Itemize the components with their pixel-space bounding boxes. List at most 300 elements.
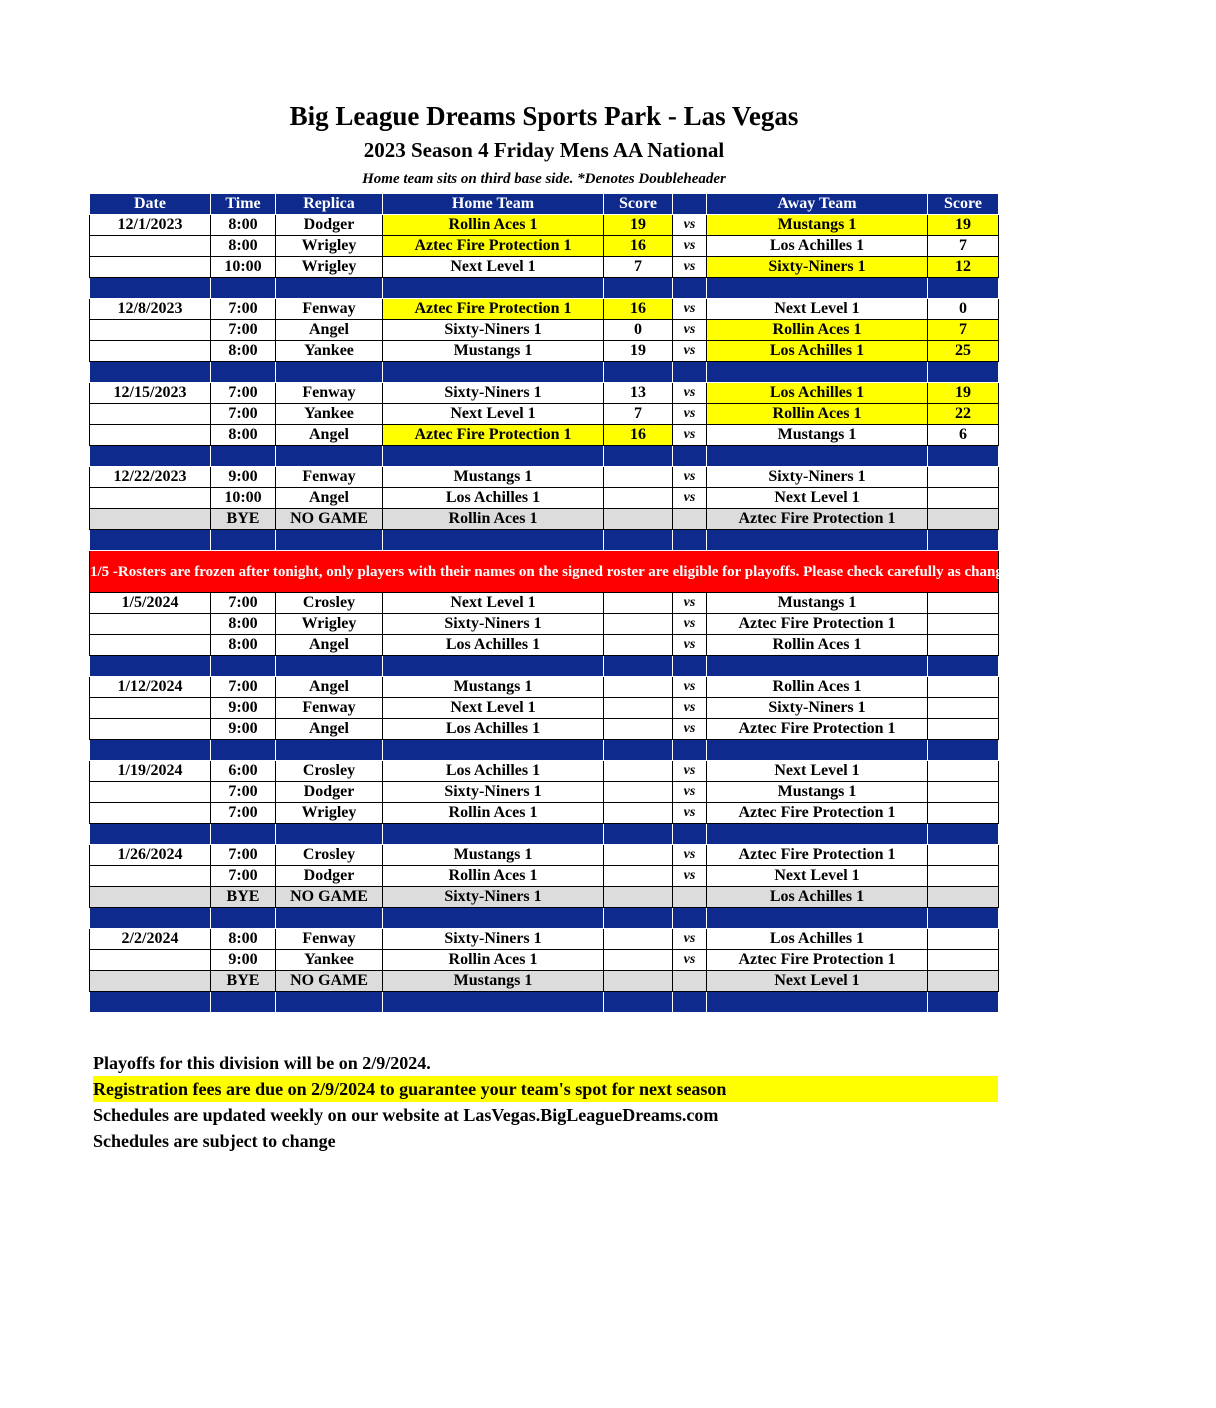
cell-home-score xyxy=(604,593,673,614)
cell-home-team: Sixty-Niners 1 xyxy=(383,782,604,803)
cell-time: 10:00 xyxy=(211,488,276,509)
cell-time: 9:00 xyxy=(211,467,276,488)
separator-cell xyxy=(673,446,707,467)
cell-vs: vs xyxy=(673,383,707,404)
cell-vs xyxy=(673,971,707,992)
cell-home-team: Rollin Aces 1 xyxy=(383,509,604,530)
separator-cell xyxy=(383,278,604,299)
separator-cell xyxy=(928,530,999,551)
cell-vs: vs xyxy=(673,467,707,488)
cell-replica: Crosley xyxy=(276,761,383,782)
cell-date xyxy=(90,803,211,824)
cell-home-team: Rollin Aces 1 xyxy=(383,803,604,824)
col-header-home-team: Home Team xyxy=(383,194,604,215)
separator-cell xyxy=(928,278,999,299)
col-header-vs xyxy=(673,194,707,215)
cell-replica: Dodger xyxy=(276,782,383,803)
game-row xyxy=(90,929,999,950)
separator-cell xyxy=(707,446,928,467)
separator-cell xyxy=(383,446,604,467)
cell-home-team: Rollin Aces 1 xyxy=(383,215,604,236)
cell-away-team: Los Achilles 1 xyxy=(707,341,928,362)
cell-home-team: Rollin Aces 1 xyxy=(383,950,604,971)
cell-home-score: 7 xyxy=(604,257,673,278)
separator-cell xyxy=(276,530,383,551)
separator-cell xyxy=(928,992,999,1013)
cell-replica: Wrigley xyxy=(276,614,383,635)
cell-vs: vs xyxy=(673,614,707,635)
cell-home-team: Aztec Fire Protection 1 xyxy=(383,299,604,320)
separator-cell xyxy=(90,278,211,299)
change-note: Schedules are subject to change xyxy=(93,1131,336,1151)
separator-cell xyxy=(90,362,211,383)
cell-away-score xyxy=(928,488,999,509)
separator-row xyxy=(90,530,999,551)
cell-home-team: Sixty-Niners 1 xyxy=(383,614,604,635)
cell-vs: vs xyxy=(673,845,707,866)
cell-away-score: 7 xyxy=(928,236,999,257)
cell-home-team: Next Level 1 xyxy=(383,698,604,719)
separator-cell xyxy=(276,992,383,1013)
cell-date: 1/19/2024 xyxy=(90,761,211,782)
cell-time: 7:00 xyxy=(211,404,276,425)
cell-vs: vs xyxy=(673,803,707,824)
cell-home-score: 16 xyxy=(604,236,673,257)
separator-cell xyxy=(604,278,673,299)
separator-row xyxy=(90,740,999,761)
cell-time: 6:00 xyxy=(211,761,276,782)
cell-home-team: Rollin Aces 1 xyxy=(383,866,604,887)
cell-time: 8:00 xyxy=(211,215,276,236)
cell-away-score xyxy=(928,866,999,887)
cell-home-team: Mustangs 1 xyxy=(383,845,604,866)
cell-time: BYE xyxy=(211,887,276,908)
separator-cell xyxy=(928,740,999,761)
col-header-away-team: Away Team xyxy=(707,194,928,215)
cell-home-team: Mustangs 1 xyxy=(383,971,604,992)
cell-replica: NO GAME xyxy=(276,509,383,530)
game-row xyxy=(90,698,999,719)
cell-away-team: Sixty-Niners 1 xyxy=(707,698,928,719)
separator-row xyxy=(90,908,999,929)
game-row xyxy=(90,404,999,425)
separator-cell xyxy=(211,740,276,761)
game-row xyxy=(90,845,999,866)
cell-away-score xyxy=(928,950,999,971)
cell-vs: vs xyxy=(673,299,707,320)
cell-replica: Angel xyxy=(276,320,383,341)
cell-away-score: 22 xyxy=(928,404,999,425)
cell-home-score xyxy=(604,677,673,698)
cell-time: 7:00 xyxy=(211,782,276,803)
roster-notice-row xyxy=(90,551,999,593)
separator-cell xyxy=(928,908,999,929)
separator-cell xyxy=(90,824,211,845)
cell-away-team: Next Level 1 xyxy=(707,761,928,782)
cell-away-score: 6 xyxy=(928,425,999,446)
separator-cell xyxy=(928,656,999,677)
game-row xyxy=(90,950,999,971)
cell-away-score: 19 xyxy=(928,383,999,404)
cell-away-score xyxy=(928,845,999,866)
cell-away-score xyxy=(928,929,999,950)
game-row xyxy=(90,236,999,257)
cell-away-score: 25 xyxy=(928,341,999,362)
game-row xyxy=(90,215,999,236)
cell-time: 7:00 xyxy=(211,299,276,320)
cell-time: 9:00 xyxy=(211,950,276,971)
separator-cell xyxy=(673,740,707,761)
cell-vs: vs xyxy=(673,866,707,887)
cell-away-team: Mustangs 1 xyxy=(707,593,928,614)
registration-note: Registration fees are due on 2/9/2024 to guarantee your team's spot for next season xyxy=(93,1076,998,1102)
cell-home-score xyxy=(604,782,673,803)
separator-cell xyxy=(276,278,383,299)
cell-replica: Yankee xyxy=(276,341,383,362)
separator-row xyxy=(90,656,999,677)
separator-cell xyxy=(90,740,211,761)
cell-replica: Fenway xyxy=(276,299,383,320)
cell-away-score: 0 xyxy=(928,299,999,320)
cell-home-team: Aztec Fire Protection 1 xyxy=(383,425,604,446)
game-row xyxy=(90,782,999,803)
cell-away-team: Aztec Fire Protection 1 xyxy=(707,950,928,971)
cell-time: BYE xyxy=(211,509,276,530)
col-header-time: Time xyxy=(211,194,276,215)
cell-date xyxy=(90,341,211,362)
cell-replica: Angel xyxy=(276,488,383,509)
cell-away-team: Los Achilles 1 xyxy=(707,236,928,257)
cell-away-team: Sixty-Niners 1 xyxy=(707,467,928,488)
cell-away-score xyxy=(928,635,999,656)
cell-date: 12/22/2023 xyxy=(90,467,211,488)
separator-cell xyxy=(383,992,604,1013)
cell-time: 7:00 xyxy=(211,866,276,887)
cell-replica: Fenway xyxy=(276,467,383,488)
bye-row xyxy=(90,887,999,908)
cell-away-team: Next Level 1 xyxy=(707,971,928,992)
game-row xyxy=(90,614,999,635)
cell-date xyxy=(90,614,211,635)
cell-date xyxy=(90,719,211,740)
cell-away-team: Rollin Aces 1 xyxy=(707,320,928,341)
cell-away-team: Next Level 1 xyxy=(707,866,928,887)
cell-vs: vs xyxy=(673,425,707,446)
cell-away-score xyxy=(928,509,999,530)
cell-home-score xyxy=(604,698,673,719)
cell-vs: vs xyxy=(673,719,707,740)
cell-replica: Fenway xyxy=(276,698,383,719)
cell-home-team: Mustangs 1 xyxy=(383,467,604,488)
cell-time: 7:00 xyxy=(211,383,276,404)
cell-vs: vs xyxy=(673,593,707,614)
cell-time: 9:00 xyxy=(211,719,276,740)
cell-home-score: 13 xyxy=(604,383,673,404)
separator-cell xyxy=(211,278,276,299)
cell-vs: vs xyxy=(673,257,707,278)
cell-replica: Angel xyxy=(276,425,383,446)
cell-away-team: Next Level 1 xyxy=(707,299,928,320)
cell-date xyxy=(90,425,211,446)
cell-vs xyxy=(673,509,707,530)
cell-replica: Angel xyxy=(276,635,383,656)
cell-home-score xyxy=(604,971,673,992)
separator-cell xyxy=(673,824,707,845)
cell-home-score: 7 xyxy=(604,404,673,425)
cell-replica: NO GAME xyxy=(276,887,383,908)
bye-row xyxy=(90,971,999,992)
cell-date: 12/1/2023 xyxy=(90,215,211,236)
cell-vs: vs xyxy=(673,320,707,341)
cell-replica: Angel xyxy=(276,719,383,740)
cell-replica: Fenway xyxy=(276,929,383,950)
cell-away-score: 7 xyxy=(928,320,999,341)
separator-cell xyxy=(707,656,928,677)
cell-away-score xyxy=(928,593,999,614)
separator-cell xyxy=(604,446,673,467)
cell-date xyxy=(90,971,211,992)
separator-cell xyxy=(383,656,604,677)
separator-cell xyxy=(604,908,673,929)
separator-row xyxy=(90,278,999,299)
game-row xyxy=(90,866,999,887)
separator-cell xyxy=(276,656,383,677)
separator-cell xyxy=(673,530,707,551)
separator-cell xyxy=(604,992,673,1013)
cell-time: 9:00 xyxy=(211,698,276,719)
separator-row xyxy=(90,446,999,467)
cell-replica: Angel xyxy=(276,677,383,698)
page-title: Big League Dreams Sports Park - Las Vegas xyxy=(289,101,799,131)
separator-cell xyxy=(673,656,707,677)
cell-vs: vs xyxy=(673,488,707,509)
cell-home-team: Aztec Fire Protection 1 xyxy=(383,236,604,257)
cell-vs: vs xyxy=(673,404,707,425)
cell-time: 8:00 xyxy=(211,341,276,362)
cell-away-score xyxy=(928,761,999,782)
separator-cell xyxy=(604,740,673,761)
separator-cell xyxy=(383,824,604,845)
separator-cell xyxy=(276,740,383,761)
cell-replica: Crosley xyxy=(276,845,383,866)
separator-cell xyxy=(928,362,999,383)
cell-away-score xyxy=(928,614,999,635)
separator-cell xyxy=(707,740,928,761)
cell-away-team: Sixty-Niners 1 xyxy=(707,257,928,278)
separator-cell xyxy=(673,992,707,1013)
separator-cell xyxy=(707,362,928,383)
cell-away-score xyxy=(928,782,999,803)
cell-replica: NO GAME xyxy=(276,971,383,992)
cell-vs: vs xyxy=(673,236,707,257)
cell-time: 8:00 xyxy=(211,614,276,635)
cell-vs: vs xyxy=(673,635,707,656)
cell-home-team: Los Achilles 1 xyxy=(383,761,604,782)
cell-time: 7:00 xyxy=(211,803,276,824)
cell-away-team: Aztec Fire Protection 1 xyxy=(707,719,928,740)
separator-cell xyxy=(383,530,604,551)
game-row xyxy=(90,341,999,362)
separator-cell xyxy=(673,908,707,929)
cell-home-team: Mustangs 1 xyxy=(383,341,604,362)
cell-date xyxy=(90,320,211,341)
separator-cell xyxy=(211,908,276,929)
cell-date: 1/12/2024 xyxy=(90,677,211,698)
cell-date xyxy=(90,887,211,908)
separator-cell xyxy=(211,530,276,551)
cell-date xyxy=(90,866,211,887)
cell-vs: vs xyxy=(673,698,707,719)
separator-cell xyxy=(211,656,276,677)
cell-home-score xyxy=(604,866,673,887)
separator-cell xyxy=(211,824,276,845)
cell-date xyxy=(90,509,211,530)
cell-time: 7:00 xyxy=(211,320,276,341)
cell-time: 7:00 xyxy=(211,845,276,866)
cell-away-team: Aztec Fire Protection 1 xyxy=(707,614,928,635)
cell-away-team: Next Level 1 xyxy=(707,488,928,509)
playoffs-note: Playoffs for this division will be on 2/9/2024. xyxy=(93,1053,431,1073)
cell-home-score xyxy=(604,761,673,782)
cell-date: 1/26/2024 xyxy=(90,845,211,866)
cell-home-score xyxy=(604,950,673,971)
cell-home-score: 19 xyxy=(604,215,673,236)
cell-away-score xyxy=(928,719,999,740)
cell-replica: Wrigley xyxy=(276,803,383,824)
separator-cell xyxy=(276,824,383,845)
separator-cell xyxy=(90,530,211,551)
cell-away-team: Mustangs 1 xyxy=(707,215,928,236)
cell-vs: vs xyxy=(673,950,707,971)
cell-home-score xyxy=(604,719,673,740)
game-row xyxy=(90,719,999,740)
cell-away-team: Los Achilles 1 xyxy=(707,383,928,404)
separator-cell xyxy=(673,278,707,299)
cell-date xyxy=(90,404,211,425)
cell-home-team: Mustangs 1 xyxy=(383,677,604,698)
cell-replica: Crosley xyxy=(276,593,383,614)
schedule-body xyxy=(90,215,1216,1013)
cell-home-team: Los Achilles 1 xyxy=(383,719,604,740)
cell-away-score: 12 xyxy=(928,257,999,278)
cell-away-team: Aztec Fire Protection 1 xyxy=(707,509,928,530)
cell-away-team: Los Achilles 1 xyxy=(707,887,928,908)
separator-cell xyxy=(928,824,999,845)
cell-vs: vs xyxy=(673,929,707,950)
game-row xyxy=(90,320,999,341)
cell-home-score xyxy=(604,509,673,530)
page-subtitle: 2023 Season 4 Friday Mens AA National xyxy=(363,138,725,162)
header-row xyxy=(90,194,999,215)
cell-away-score xyxy=(928,698,999,719)
separator-cell xyxy=(211,362,276,383)
cell-date xyxy=(90,782,211,803)
cell-vs: vs xyxy=(673,341,707,362)
cell-time: BYE xyxy=(211,971,276,992)
cell-away-team: Aztec Fire Protection 1 xyxy=(707,845,928,866)
separator-cell xyxy=(707,908,928,929)
cell-date xyxy=(90,236,211,257)
cell-away-team: Rollin Aces 1 xyxy=(707,404,928,425)
cell-replica: Fenway xyxy=(276,383,383,404)
cell-home-team: Los Achilles 1 xyxy=(383,635,604,656)
cell-vs xyxy=(673,887,707,908)
cell-away-score xyxy=(928,677,999,698)
cell-vs: vs xyxy=(673,782,707,803)
separator-cell xyxy=(604,530,673,551)
cell-away-team: Los Achilles 1 xyxy=(707,929,928,950)
separator-cell xyxy=(604,362,673,383)
cell-away-team: Aztec Fire Protection 1 xyxy=(707,803,928,824)
cell-replica: Wrigley xyxy=(276,236,383,257)
separator-cell xyxy=(90,908,211,929)
cell-home-score xyxy=(604,845,673,866)
separator-cell xyxy=(707,530,928,551)
cell-time: 7:00 xyxy=(211,677,276,698)
cell-home-team: Sixty-Niners 1 xyxy=(383,383,604,404)
cell-date xyxy=(90,257,211,278)
cell-home-score xyxy=(604,929,673,950)
cell-home-score: 19 xyxy=(604,341,673,362)
game-row xyxy=(90,803,999,824)
game-row xyxy=(90,761,999,782)
cell-time: 8:00 xyxy=(211,236,276,257)
cell-away-score xyxy=(928,467,999,488)
cell-date: 12/15/2023 xyxy=(90,383,211,404)
game-row xyxy=(90,635,999,656)
separator-cell xyxy=(383,362,604,383)
cell-home-score: 16 xyxy=(604,425,673,446)
separator-cell xyxy=(276,362,383,383)
separator-row xyxy=(90,824,999,845)
cell-date: 2/2/2024 xyxy=(90,929,211,950)
cell-home-team: Sixty-Niners 1 xyxy=(383,887,604,908)
cell-home-team: Los Achilles 1 xyxy=(383,488,604,509)
cell-time: 10:00 xyxy=(211,257,276,278)
cell-home-team: Next Level 1 xyxy=(383,593,604,614)
separator-cell xyxy=(383,908,604,929)
game-row xyxy=(90,299,999,320)
cell-date: 12/8/2023 xyxy=(90,299,211,320)
separator-cell xyxy=(604,656,673,677)
col-header-replica: Replica xyxy=(276,194,383,215)
separator-cell xyxy=(211,992,276,1013)
separator-cell xyxy=(276,908,383,929)
cell-away-team: Mustangs 1 xyxy=(707,782,928,803)
schedule-table xyxy=(89,193,1216,1013)
cell-replica: Dodger xyxy=(276,866,383,887)
cell-away-team: Rollin Aces 1 xyxy=(707,677,928,698)
separator-cell xyxy=(276,446,383,467)
cell-vs: vs xyxy=(673,677,707,698)
cell-home-score: 0 xyxy=(604,320,673,341)
cell-away-score xyxy=(928,971,999,992)
roster-notice: 1/5 -Rosters are frozen after tonight, only players with their names on the signed roster are eligible for playoffs. Please check carefully as changes will not be made for omissions. xyxy=(90,551,999,593)
separator-cell xyxy=(90,992,211,1013)
cell-time: 8:00 xyxy=(211,929,276,950)
separator-cell xyxy=(604,824,673,845)
cell-away-score: 19 xyxy=(928,215,999,236)
col-header-home-score: Score xyxy=(604,194,673,215)
cell-replica: Yankee xyxy=(276,404,383,425)
separator-row xyxy=(90,992,999,1013)
separator-cell xyxy=(707,992,928,1013)
website-note: Schedules are updated weekly on our website at LasVegas.BigLeagueDreams.com xyxy=(93,1105,719,1125)
cell-time: 8:00 xyxy=(211,425,276,446)
cell-home-team: Next Level 1 xyxy=(383,404,604,425)
cell-vs: vs xyxy=(673,761,707,782)
game-row xyxy=(90,677,999,698)
